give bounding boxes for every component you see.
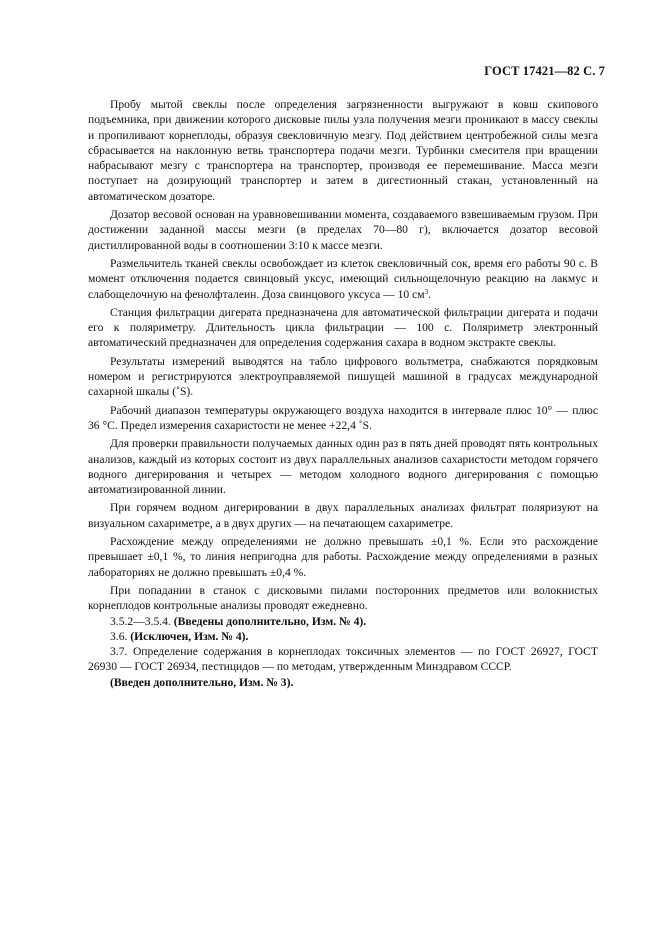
paragraph-temperature-range: Рабочий диапазон температуры окружающего воздуха находится в интервале плюс 10° — плюс 36 °С. Предел измерения сахаристости не менее +22,4 ˚S. [88,403,598,432]
paragraph-amendment-3 [88,675,598,690]
clause-number: 3.6. [110,629,131,643]
paragraph-clause-3-6 [88,629,598,644]
amendment-note: (Исключен, Изм. № 4). [130,629,249,643]
paragraph-hot-digestion: При горячем водном дигерировании в двух параллельных анализах фильтрат поляризуют на визуальном сахариметре, а в двух других — на печатающем сахариметре. [88,501,598,530]
paragraph-results-output: Результаты измерений выводятся на табло цифрового вольтметра, снабжаются порядковым номером и регистрируются электроуправляемой пишущей машиной в градусах международной сахарной шкалы (˚S). [88,354,598,399]
amendment-note: (Введены дополнительно, Изм. № 4). [173,614,367,628]
clause-number: 3.5.2—3.5.4. [110,614,174,628]
paragraph-filtration-station: Станция фильтрации дигерата предназначена для автоматической фильтрации дигерата и подачи его к поляриметру. Длительность цикла фильтрации — 100 с. Поляриметр электронный автоматический предназначен для определения содержания сахара в водном экстракте свеклы. [88,305,598,350]
paragraph-foreign-objects: При попадании в станок с дисковыми пилами посторонних предметов или волокнистых корнеплодов контрольные анализы проводят ежедневно. [88,583,598,613]
paragraph-control-analyses: Для проверки правильности получаемых данных один раз в пять дней проводят пять контрольных анализов, каждый из которых состоит из двух параллельных анализов сахаристости методом горячего водного дигерирования и четырех — методом холодного водного дигерирования с помощью автоматизированной линии. [88,437,598,497]
cubic-superscript: 3 [424,287,429,296]
paragraph-clause-3-7: 3.7. Определение содержания в корнеплодах токсичных элементов — по ГОСТ 26927, ГОСТ 26930 — ГОСТ 26934, пестицидов — по методам, утвержденным Минздравом СССР. [88,645,598,674]
grinder-text-end: . [428,287,432,301]
amendment-note: (Введен дополнительно, Изм. № 3). [110,675,294,689]
paragraph-discrepancy: Расхождение между определениями не должно превышать ±0,1 %. Если это расхождение превышает ±0,1 %, то линия непригодна для работы. Расхождение между определениями в разных лабораториях не должно превышать ±0,4 %. [88,535,598,579]
paragraph-clause-3-5-2 [88,614,598,629]
grinder-text: Размельчитель тканей свеклы освобождает из клеток свекловичный сок, время его работы 90 с. В момент отключения подается свинцовый уксус, имеющий сильнощелочную реакцию на лакмус и слабощелочную на фенолфталеин. Доза свинцового уксуса — 10 см [88,256,598,301]
paragraph-mezga-preparation: Пробу мытой свеклы после определения загрязненности выгружают в ковш скипового подъемника, при движении которого дисковые пилы узла получения мезги проникают в массу свеклы и пропиливают корнеплоды, образуя свекловичную мезгу. Под действием центробежной силы мезга сбрасывается на наклонную ветвь транспортера подачи мезги. Турбинки смесителя при вращении набрасывают мезгу с транспортера на транспортер, производя ее перемешивание. Масса мезги поступает на дозирующий транспортер и затем в дигестионный стакан, установленный на автоматическом дозаторе. [88,98,598,203]
paragraph-weigh-dispenser: Дозатор весовой основан на уравновешивании момента, создаваемого взвешиваемым грузом. При достижении заданной массы мезги (в пределах 70—80 г), включается дозатор весовой дистиллированной воды в соотношении 3:10 к массе мезги. [88,208,598,252]
paragraph-tissue-grinder [88,256,598,302]
document-body [88,97,598,690]
page-header: ГОСТ 17421—82 С. 7 [484,64,605,78]
